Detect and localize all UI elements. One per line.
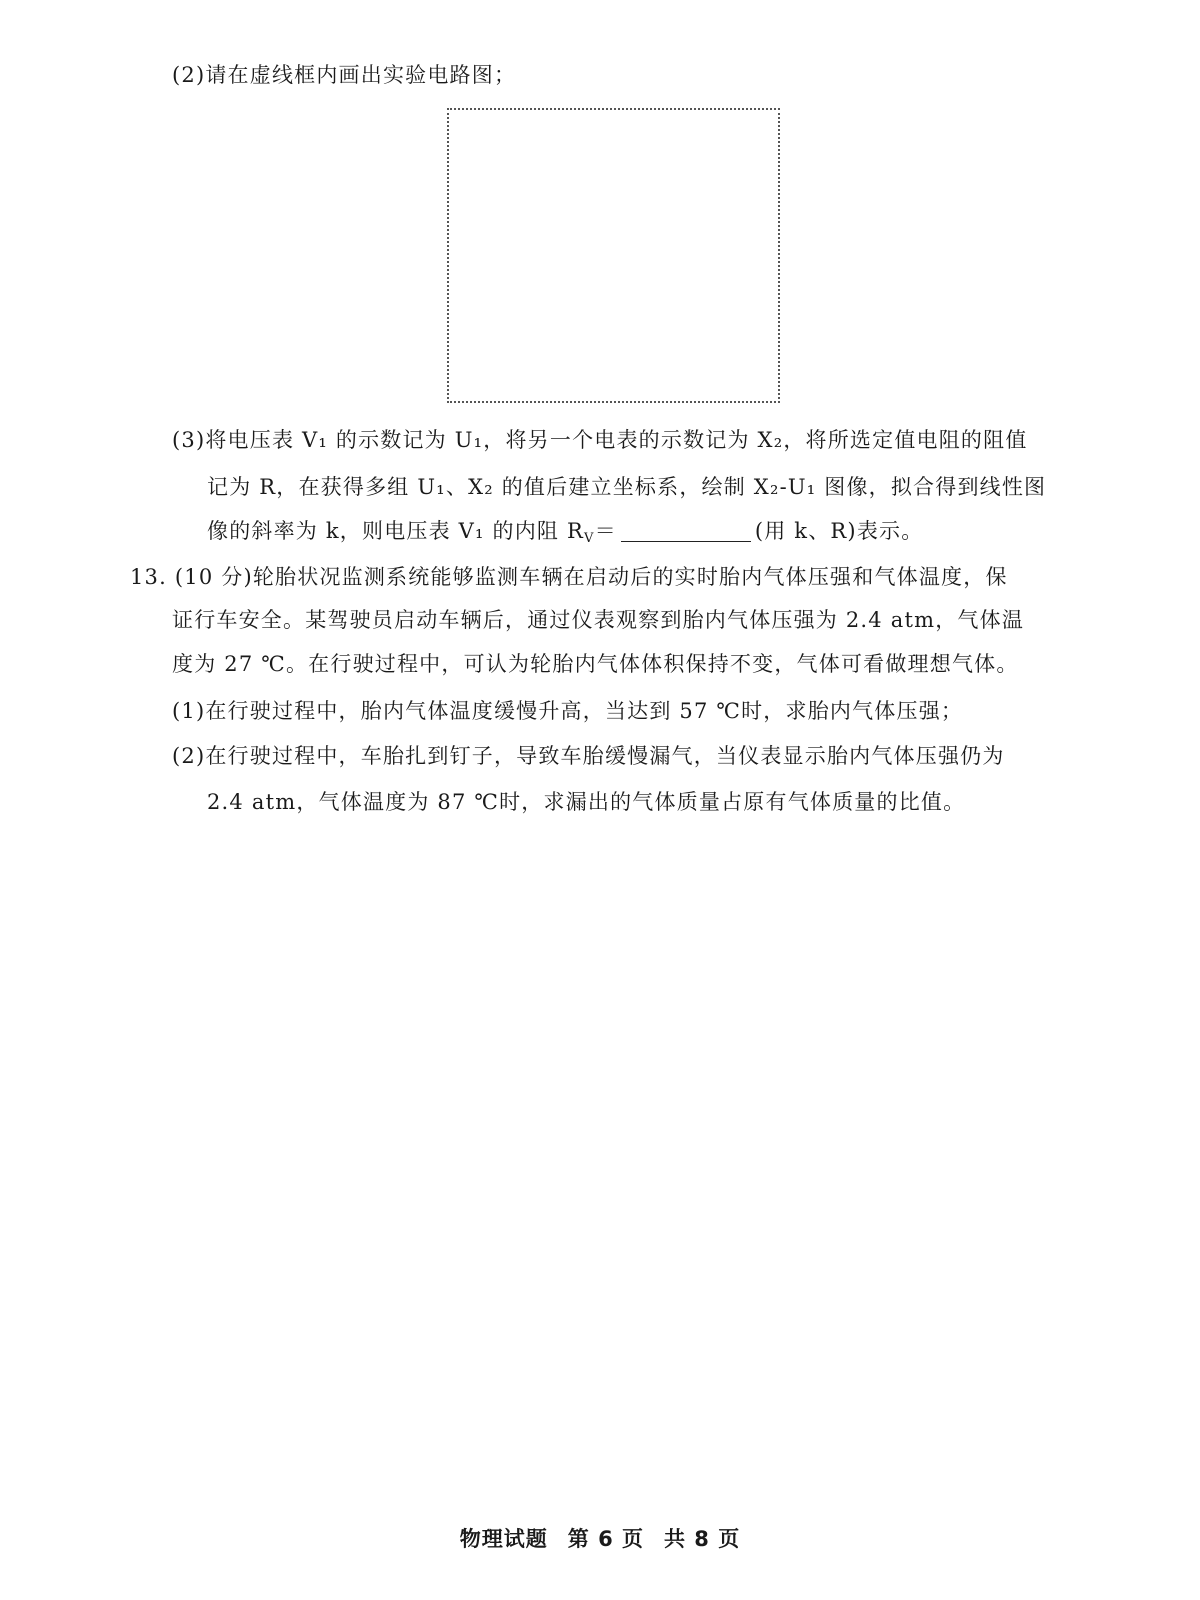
q13-sub2-line1: (2)在行驶过程中，车胎扎到钉子，导致车胎缓慢漏气，当仪表显示胎内气体压强仍为 <box>172 744 1005 768</box>
q12-part3-line3 <box>207 516 923 546</box>
q13-sub2-line2: 2.4 atm，气体温度为 87 ℃时，求漏出的气体质量占原有气体质量的比值。 <box>207 790 966 814</box>
q12-part3-line3-post: (用 k、R)表示。 <box>754 519 924 543</box>
q13-line3: 度为 27 ℃。在行驶过程中，可认为轮胎内气体体积保持不变，气体可看做理想气体。 <box>172 652 1019 676</box>
circuit-diagram-box <box>447 108 780 403</box>
equals-sign: ＝ <box>594 519 617 543</box>
q12-part2-prompt: (2)请在虚线框内画出实验电路图； <box>172 63 517 87</box>
page-footer <box>0 1523 1200 1553</box>
q13-line1: 13. (10 分)轮胎状况监测系统能够监测车辆在启动后的实时胎内气体压强和气体温度，保 <box>130 565 1008 589</box>
footer-page-number: 第 6 页 <box>567 1527 644 1551</box>
q12-part3-line1: (3)将电压表 V₁ 的示数记为 U₁，将另一个电表的示数记为 X₂，将所选定值电阻的阻值 <box>172 428 1028 452</box>
answer-blank[interactable] <box>621 519 751 542</box>
q12-part3-line3-pre: 像的斜率为 k，则电压表 V₁ 的内阻 R <box>207 519 585 543</box>
q13-line2: 证行车安全。某驾驶员启动车辆后，通过仪表观察到胎内气体压强为 2.4 atm，气体温 <box>172 608 1025 632</box>
rv-subscript: V <box>584 531 595 546</box>
q12-part3-line2: 记为 R，在获得多组 U₁、X₂ 的值后建立坐标系，绘制 X₂-U₁ 图像，拟合得到线性图 <box>207 475 1047 499</box>
footer-total-pages: 共 8 页 <box>664 1527 741 1551</box>
q13-sub1: (1)在行驶过程中，胎内气体温度缓慢升高，当达到 57 ℃时，求胎内气体压强； <box>172 699 964 723</box>
footer-subject: 物理试题 <box>459 1527 548 1551</box>
